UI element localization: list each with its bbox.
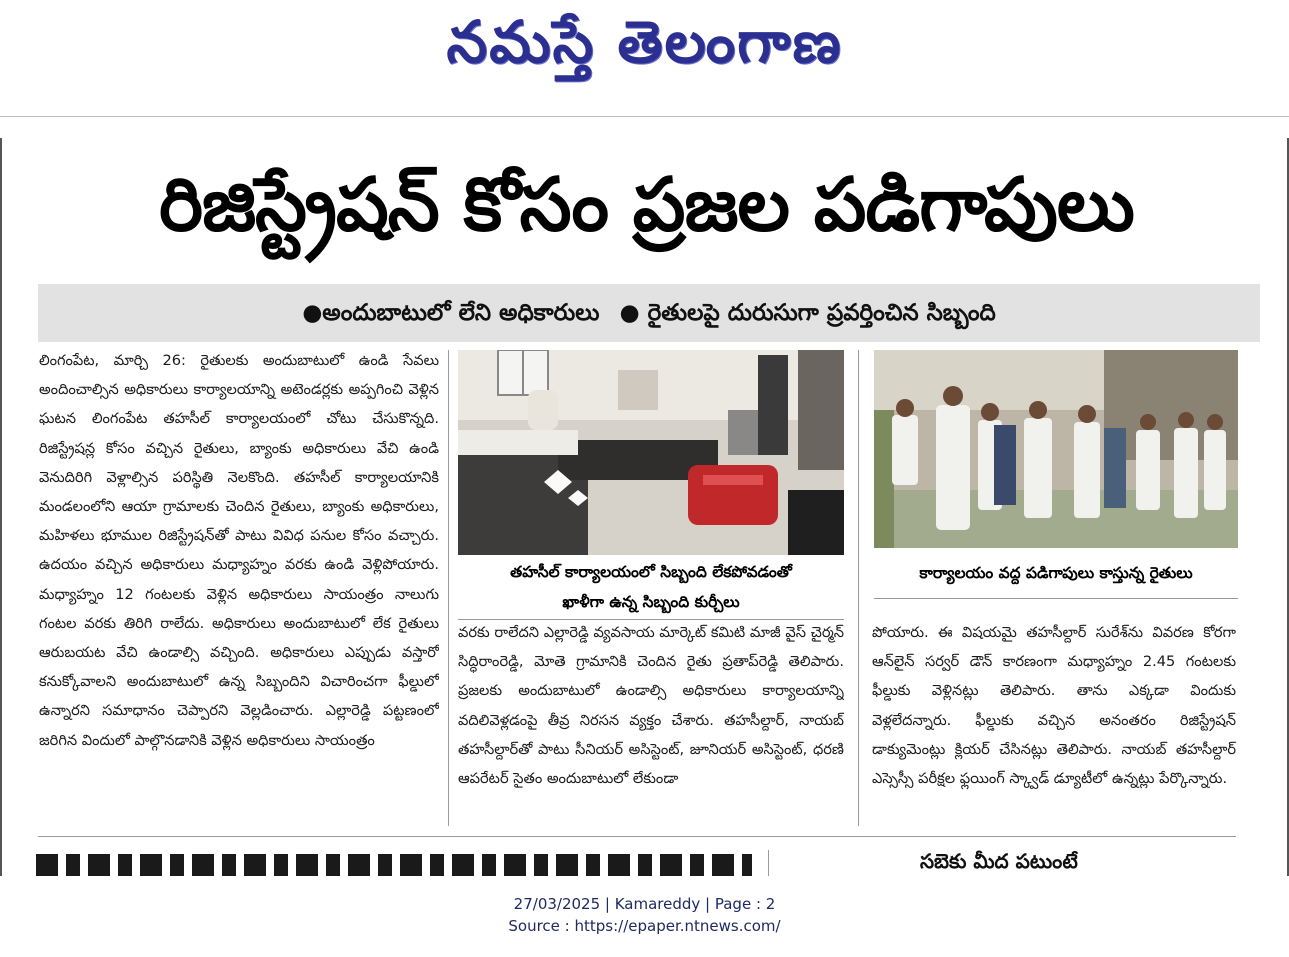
subhead-point-1: ●అందుబాటులో లేని అధికారులు — [302, 300, 600, 326]
office-caption-line-1: తహసీల్ కార్యాలయంలో సిబ్బంది లేకపోవడంతో — [510, 563, 792, 581]
cut-off-headline-fragment — [36, 854, 752, 876]
article-column-left — [39, 346, 439, 826]
article-column-right — [872, 618, 1236, 826]
subhead-point-2: ● రైతులపై దురుసుగా ప్రవర్తించిన సిబ్బంది — [619, 300, 996, 326]
page-footer — [0, 893, 1289, 937]
subhead-band — [38, 284, 1260, 342]
newspaper-masthead — [0, 0, 1289, 117]
farmers-photo-caption: కార్యాలయం వద్ద పడిగాపులు కాస్తున్న రైతులు — [874, 558, 1238, 599]
footer-date-edition: 27/03/2025 | Kamareddy | Page : 2 — [513, 895, 776, 913]
article-column-mid — [458, 618, 844, 826]
office-photo-illustration — [458, 350, 844, 555]
next-article-headline-right: సబెకు మీద పటుంటే — [920, 849, 1078, 873]
column-right-text: పోయారు. ఈ విషయమై తహసీల్దార్ సురేశ్‌ను వివరణ కోరగా ఆన్‌లైన్ సర్వర్ డౌన్ కారణంగా మధ్యాహ్నం 2.45 గంటలకు ఫీల్డుకు వెళ్లినట్లు తెలిపారు. తాను ఎక్కడా విందుకు వెళ్లలేదన్నారు. ఫీల్డుకు వచ్చిన అనంతరం రిజిస్ట్రేషన్ డాక్యుమెంట్లు క్లియర్ చేసినట్లు తెలిపారు. నాయబ్ తహసీల్దార్ ఎస్సెస్సీ పరీక్షల ఫ్లయింగ్ స్క్వాడ్ డ్యూటీలో ఉన్నట్లు పేర్కొన్నారు. — [872, 624, 1236, 788]
farmers-photo — [874, 350, 1238, 548]
next-article-divider — [768, 850, 769, 876]
office-photo-caption — [458, 557, 844, 620]
column-divider-left — [448, 350, 449, 826]
article-bottom-rule — [38, 836, 1236, 837]
next-article-headline-cut — [36, 844, 752, 876]
column-left-text: లింగంపేట, మార్చి 26: రైతులకు అందుబాటులో ఉండి సేవలు అందించాల్సిన అధికారులు కార్యాలయాన్ని అటెండర్లకు అప్పగించి వెళ్లిన ఘటన లింగంపేట తహసీల్ కార్యాలయంలో చోటు చేసుకొన్నది. రిజిస్ట్రేషన్ల కోసం వచ్చిన రైతులు, బ్యాంకు అధికారులు వేచి ఉండి వెనుదిరిగి వెళ్లాల్సిన పరిస్థితి నెలకొంది. తహసీల్ కార్యాలయానికి మండలంలోని ఆయా గ్రామాలకు చెందిన రైతులు, బ్యాంకు అధికారులు, మహిళలు భూముల రిజిస్ట్రేషన్‌తో పాటు వివిధ పనుల కోసం వచ్చారు. ఉదయం వచ్చిన అధికారులు మధ్యాహ్నం వరకు ఉండి వెళ్లిపోయారు. మధ్యాహ్నం 12 గంటలకు వెళ్లిన అధికారులు సాయంత్రం నాలుగు గంటల వరకు తిరిగి రాలేదు. అధికారులు అందుబాటులో లేక రైతులు ఆరుబయట వేచి ఉండాల్సి వచ్చింది. అధికారులు ఎప్పుడు వస్తారో కనుక్కోవాలని అందుబాటులో ఉన్న సిబ్బందిని విచారించగా ఫీల్డులో ఉన్నారని సమాధానం చెప్పారని వెల్లడించారు. ఎల్లారెడ్డి పట్టణంలో జరిగిన విందులో పాల్గొనడానికి వెళ్లిన అధికారులు సాయంత్రం — [39, 352, 439, 749]
column-mid-text: వరకు రాలేదని ఎల్లారెడ్డి వ్యవసాయ మార్కెట్ కమిటి మాజీ వైస్ చైర్మన్ సిద్ధిరాంరెడ్డి, మోతె గ్రామానికి చెందిన రైతు ప్రతాప్‌రెడ్డి తెలిపారు. ప్రజలకు అందుబాటులో ఉండాల్సి అధికారులు కార్యాలయాన్ని వదిలివెళ్లడంపై తీవ్ర నిరసన వ్యక్తం చేశారు. తహసీల్దార్, నాయబ్ తహసీల్దార్‌తో పాటు సీనియర్ అసిస్టెంట్, జూనియర్ అసిస్టెంట్, ధరణి ఆపరేటర్ సైతం అందుబాటులో లేకుండా — [458, 624, 844, 788]
office-photo — [458, 350, 844, 555]
masthead-title: నమస్తే తెలంగాణ — [446, 8, 843, 76]
office-caption-line-2: ఖాళీగా ఉన్న సిబ్బంది కుర్చీలు — [562, 593, 740, 611]
article-headline: రిజిస్ట్రేషన్ కోసం ప్రజల పడిగాపులు — [159, 162, 1134, 248]
column-divider-right — [858, 350, 859, 826]
farmers-photo-illustration — [874, 350, 1238, 548]
footer-source[interactable]: Source : https://epaper.ntnews.com/ — [508, 917, 781, 935]
news-clipping — [0, 138, 1289, 876]
